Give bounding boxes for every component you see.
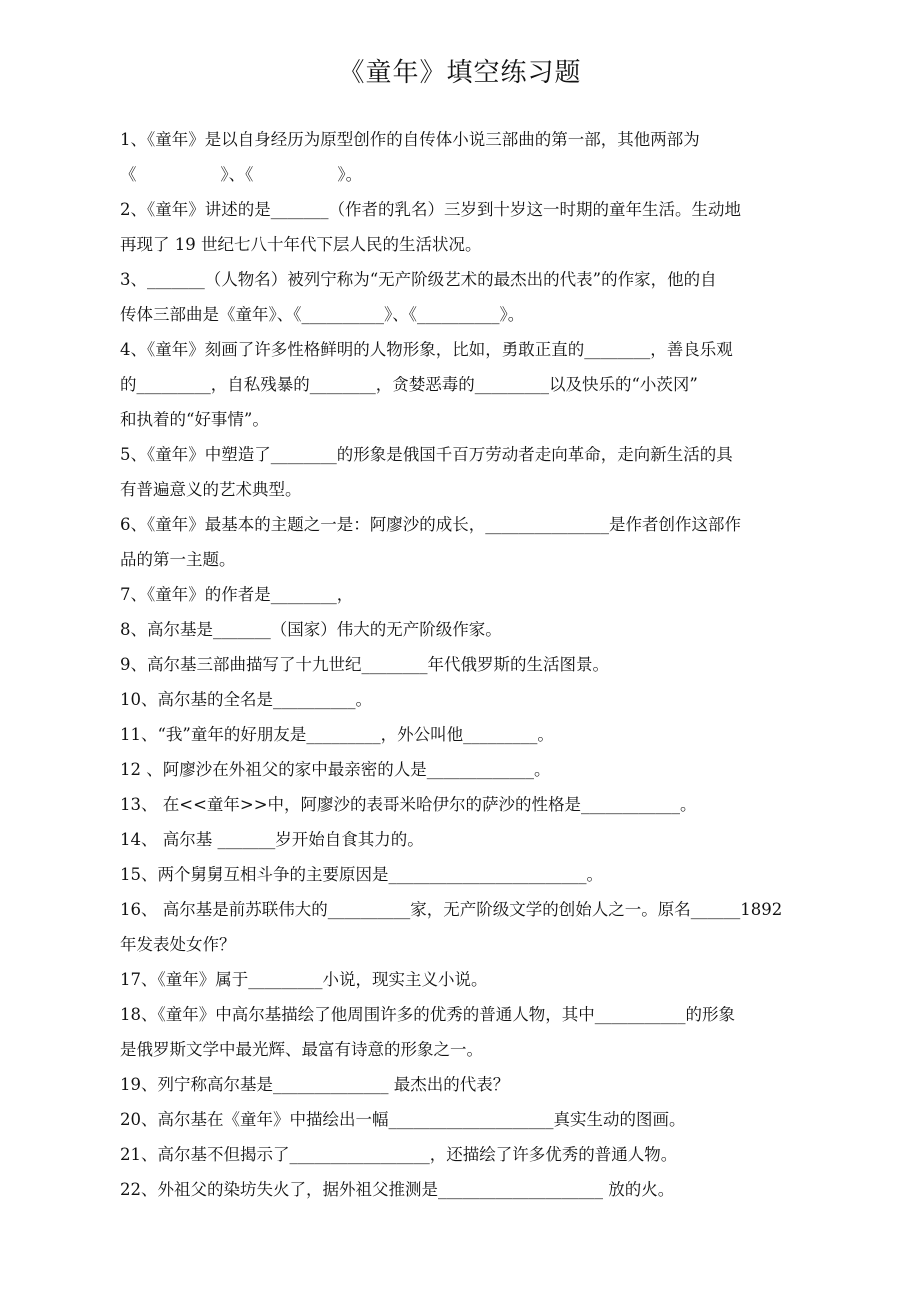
question-17: 17、《童年》属于_________小说，现实主义小说。 <box>120 970 488 989</box>
question-5-line-1: 5、《童年》中塑造了________的形象是俄国千百万劳动者走向革命，走向新生活的具 <box>120 445 733 464</box>
question-14: 14、 高尔基 _______岁开始自食其力的。 <box>120 830 424 849</box>
question-13: 13、 在<<童年>>中，阿廖沙的表哥米哈伊尔的萨沙的性格是____________。 <box>120 795 697 814</box>
question-6-line-2: 品的第一主题。 <box>120 550 236 569</box>
question-8: 8、高尔基是_______（国家）伟大的无产阶级作家。 <box>120 620 502 639</box>
question-2-line-2: 再现了 19 世纪七八十年代下层人民的生活状况。 <box>120 235 482 254</box>
question-list <box>120 122 860 1207</box>
question-18-line-1: 18、《童年》中高尔基描绘了他周围许多的优秀的普通人物，其中___________的形象 <box>120 1005 735 1024</box>
question-7: 7、《童年》的作者是________， <box>120 585 354 604</box>
question-22: 22、外祖父的染坊失火了，据外祖父推测是____________________ 放的火。 <box>120 1180 675 1199</box>
question-4-line-1: 4、《童年》刻画了许多性格鲜明的人物形象，比如，勇敢正直的________，善良乐观 <box>120 340 733 359</box>
question-5-line-2: 有普遍意义的艺术典型。 <box>120 480 302 499</box>
document-title: 《童年》填空练习题 <box>338 58 582 88</box>
question-3-line-2: 传体三部曲是《童年》、《__________》、《__________》。 <box>120 305 525 324</box>
question-19: 19、列宁称高尔基是______________ 最杰出的代表？ <box>120 1075 510 1094</box>
question-4-line-2: 的_________，自私残暴的________，贪婪恶毒的_________以及快乐的“小茨冈” <box>120 375 698 394</box>
question-16-line-1: 16、 高尔基是前苏联伟大的__________家，无产阶级文学的创始人之一。原名______1892 <box>120 900 783 919</box>
question-3-line-1: 3、_______（人物名）被列宁称为“无产阶级艺术的最杰出的代表”的作家，他的自 <box>120 270 717 289</box>
question-1-line-1: 1、《童年》是以自身经历为原型创作的自传体小说三部曲的第一部，其他两部为 <box>120 130 700 149</box>
question-10: 10、高尔基的全名是__________。 <box>120 690 372 709</box>
question-4-line-3: 和执着的“好事情”。 <box>120 410 269 429</box>
question-9: 9、高尔基三部曲描写了十九世纪________年代俄罗斯的生活图景。 <box>120 655 609 674</box>
question-6-line-1: 6、《童年》最基本的主题之一是：阿廖沙的成长，_______________是作者创作这部作 <box>120 515 741 534</box>
question-15: 15、两个舅舅互相斗争的主要原因是________________________。 <box>120 865 603 884</box>
question-18-line-2: 是俄罗斯文学中最光辉、最富有诗意的形象之一。 <box>120 1040 483 1059</box>
question-21: 21、高尔基不但揭示了_________________，还描绘了许多优秀的普通人物。 <box>120 1145 678 1164</box>
question-1-line-2: 《 》、《 》。 <box>120 165 363 184</box>
question-16-line-2: 年发表处女作？ <box>120 935 236 954</box>
question-20: 20、高尔基在《童年》中描绘出一幅____________________真实生动的图画。 <box>120 1110 686 1129</box>
question-11: 11、“我”童年的好朋友是_________，外公叫他_________。 <box>120 725 554 744</box>
question-2-line-1: 2、《童年》讲述的是_______（作者的乳名）三岁到十岁这一时期的童年生活。生动地 <box>120 200 741 219</box>
question-12: 12 、阿廖沙在外祖父的家中最亲密的人是_____________。 <box>120 760 551 779</box>
